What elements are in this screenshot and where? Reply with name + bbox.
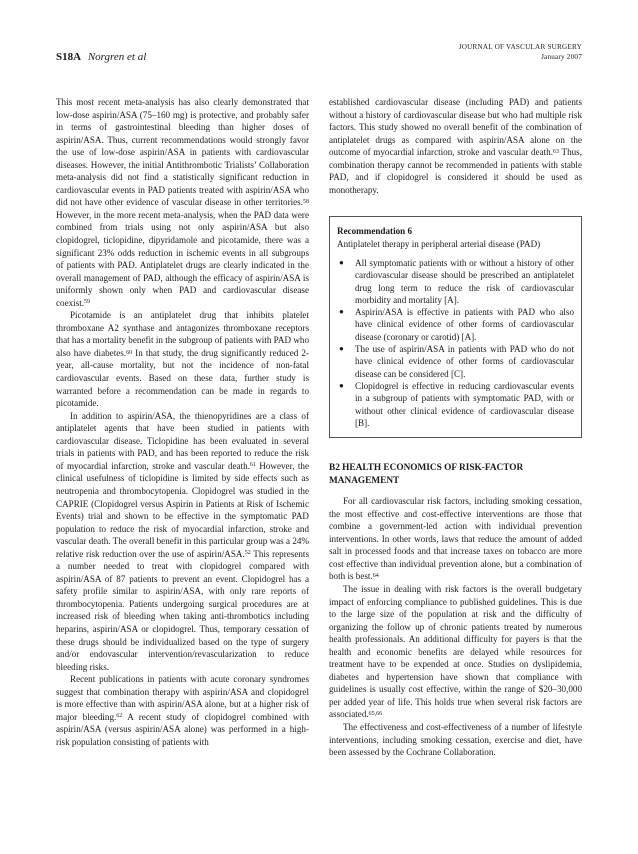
recommendation-item [337,257,574,306]
body-paragraph [56,673,309,748]
citation-ref: 59 [84,299,91,306]
citation-ref: 60 [126,349,133,356]
bullet-icon: ● [339,257,344,267]
recommendation-item [337,306,574,343]
text-run: The effectiveness and cost-effectiveness of a number of lifestyle interventions, including smoking cessation, exercise and diet, have been assessed by the Cochrane Collaboration. [329,721,582,758]
text-run: This represents a number needed to treat with clopidogrel compared with aspirin/ASA of 87 patients to prevent an event. Clopidogrel has a safety profile similar to aspirin/ASA, with only rare reports of thrombocytopenia. Patients undergoing surgical procedures are at increased risk of bleeding when taking anti-thrombotics including heparins, aspirin/ASA or clopidogrel. Thus, temporary cessation of these drugs should be individualized based on the type of surgery and/or endovascular intervention/revascularization to reduce bleeding risks. [56,548,309,672]
issue-date: January 2007 [541,53,582,61]
section-heading: B2 HEALTH ECONOMICS OF RISK-FACTOR MANAGEMENT [329,463,524,486]
recommendation-box [329,216,582,438]
body-paragraph [329,495,582,583]
citation-ref: 52 [244,550,251,557]
running-head-right [459,42,582,62]
text-run: Thus, combination therapy cannot be recommended in patients with stable PAD, and if clopidogrel is considered it should be used as monotherapy. [329,147,582,195]
bullet-icon: ● [339,307,344,317]
bullet-icon: ● [339,380,344,390]
recommendation-item [337,380,574,429]
citation-ref: 63 [552,148,559,155]
citation-ref: 58 [303,198,309,205]
recommendation-title: Recommendation 6 [337,226,413,237]
text-run: A recent study of clopidogrel combined with aspirin/ASA (versus aspirin/ASA alone) was performed in a high-risk population consisting of patients with [56,711,309,747]
body-paragraph [56,410,309,673]
right-column [329,96,582,759]
running-authors: Norgren et al [87,51,147,63]
recommendation-text: All symptomatic patients with or without a history of other cardiovascular disease should be prescribed an antiplatelet drug long term to reduce the risk of cardiovascular morbidity and mortality [A]. [355,257,574,305]
text-run: Recent publications in patients with acute coronary syndromes suggest that combination therapy with aspirin/ASA and clopidogrel is more effective than with aspirin/ASA alone, but at a higher risk of major bleeding. [56,674,309,722]
text-run: established cardiovascular disease (including PAD) and patients without a history of cardiovascular disease but who had multiple risk factors. This study showed no overall benefit of the combination of antiplatelet drugs as compared with aspirin/ASA alone on the outcome of myocardial infarction, stroke and vascular death. [329,97,582,158]
text-run: This most recent meta-analysis has also clearly demonstrated that low-dose aspirin/ASA (75–160 mg) is protective, and probably safer in terms of gastrointestinal bleeding than higher doses of aspirin/ASA. Thus, current recommendations would strongly favor the use of low-dose aspirin/ASA in patients with cardiovascular diseases. However, the initial Antithrombotic Trialists’ Collaboration meta-analysis did not find a statistically significant reduction in cardiovascular events in PAD patients treated with aspirin/ASA who did not have other evidence of vascular disease in other territories. [56,97,309,208]
recommendation-item [337,343,574,380]
body-paragraph [329,583,582,721]
citation-ref: 62 [116,713,123,720]
recommendation-text: Aspirin/ASA is effective in patients with PAD who also have clinical evidence of other forms of cardiovascular disease (coronary or carotid) [A]. [355,307,574,342]
running-head-left [56,51,146,63]
text-run: The issue in dealing with risk factors is the overall budgetary impact of enforcing compliance to published guidelines. This is due to the large size of the population at risk and the difficulty of organizing the follow up of chronic patients treated by numerous health professionals. An additional difficulty for payers is that the health and economic benefits are delayed while resources for treatment have to be expended at once. Studies on dyslipidemia, diabetes and hypertension have shown that compliance with guidelines is usually cost effective, within the range of $20–30,000 per added year of life. This holds true when several risk factors are associated. [329,583,582,720]
recommendation-list [337,257,574,429]
text-run: In addition to aspirin/ASA, the thienopyridines are a class of antiplatelet agents that have been studied in patients with cardiovascular disease. Ticlopidine has been evaluated in several trials in patients with PAD, and has been reported to reduce the risk of myocardial infarction, stroke and vascular death. [56,410,309,471]
text-run: For all cardiovascular risk factors, including smoking cessation, the most effective and cost-effective interventions are those that combine a government-led action with individual prevention interventions. In other words, laws that reduce the amount of added salt in processed foods and that increase taxes on tobacco are more cost effective than individual prevention alone, but a combination of both is best. [329,496,582,582]
recommendation-subtitle: Antiplatelet therapy in peripheral arterial disease (PAD) [337,238,541,249]
text-run: Picotamide is an antiplatelet drug that inhibits platelet thromboxane A2 synthase and antagonizes thromboxane receptors that has a mortality benefit in the subgroup of patients with PAD who also have diabetes. [56,310,309,358]
citation-ref: 65,66 [368,711,383,718]
text-run: In that study, the drug significantly reduced 2-year, all-cause mortality, but not the incidence of non-fatal cardiovascular events. Based on these data, further study is warranted before a recommendation can be made in regards to picotamide. [56,347,309,409]
bullet-icon: ● [339,344,344,354]
page-number: S18A [56,51,82,63]
recommendation-text: The use of aspirin/ASA in patients with PAD who do not have clinical evidence of other forms of cardiovascular disease can be considered [C]. [355,344,574,379]
body-paragraph [56,309,309,409]
body-paragraph [329,96,582,196]
body-paragraph [56,96,309,309]
citation-ref: 64 [372,573,379,580]
left-column [56,96,309,748]
text-run: However, in the more recent meta-analysis, when the PAD data were combined from trials using not only aspirin/ASA but also clopidogrel, ticlopidine, dipyridamole and picotamide, there was a significant 23% odds reduction in ischemic events in all subgroups of patients with PAD. Antiplatelet drugs are clearly indicated in the overall management of PAD, although the efficacy of aspirin/ASA is uniformly shown only when PAD and cardiovascular disease coexist. [56,209,309,308]
citation-ref: 61 [249,462,256,469]
journal-name: JOURNAL OF VASCULAR SURGERY [458,43,582,51]
page-header [56,42,582,70]
text-run: However, the clinical usefulness of ticlopidine is limited by side effects such as neutropenia and thrombocytopenia. Clopidogrel was studied in the CAPRIE (Clopidogrel versus Aspirin in Patients at Risk of Ischemic Events) trial and shown to be effective in the symptomatic PAD population to reduce the risk of myocardial infarction, stroke and vascular death. The overall benefit in this particular group was a 24% relative risk reduction over the use of aspirin/ASA. [56,460,310,559]
recommendation-text: Clopidogrel is effective in reducing cardiovascular events in a subgroup of patients with symptomatic PAD, with or without other clinical evidence of cardiovascular disease [B]. [355,380,574,428]
body-paragraph [329,721,582,759]
